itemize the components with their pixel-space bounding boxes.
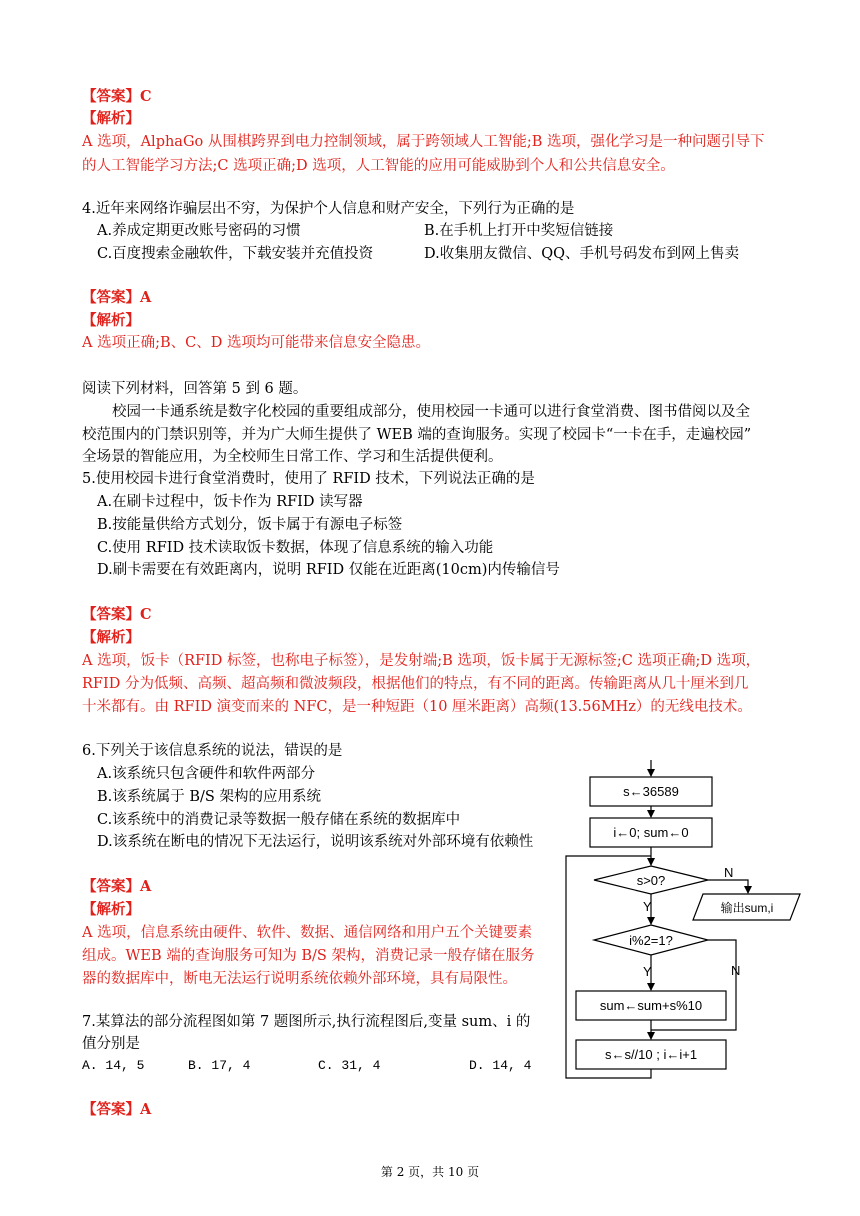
init-s-text: s←36589 — [623, 784, 679, 799]
q4-option-b: B.在手机上打开中奖短信链接 — [424, 223, 614, 239]
q6-analysis-line-2: 组成。WEB 端的查询服务可知为 B/S 架构，消费记录一般存储在服务 — [82, 948, 535, 964]
q6-analysis-line-3: 器的数据库中，断电无法运行说明系统依赖外部环境，具有局限性。 — [82, 971, 517, 987]
q4-analysis-tag: 【解析】 — [82, 312, 140, 329]
q5-option-d: D.刷卡需要在有效距离内，说明 RFID 仅能在近距离(10cm)内传输信号 — [97, 562, 560, 578]
material-line-3: 全场景的智能应用，为全校师生日常工作、学习和生活提供便利。 — [82, 449, 503, 465]
answer-tag: 【答案】 — [82, 1101, 140, 1118]
yes2-label: Y — [643, 964, 652, 979]
q4-option-c: C.百度搜索金融软件，下载安装并充值投资 — [97, 246, 374, 262]
q4-stem: 4.近年来网络诈骗层出不穷，为保护个人信息和财产安全，下列行为正确的是 — [82, 201, 575, 217]
acc-text: sum←sum+s%10 — [599, 998, 703, 1013]
q5-analysis-line-3: 十米都有。由 RFID 演变而来的 NFC，是一种短距（10 厘米距离）高频(13.56MHz）的无线电技术。 — [82, 699, 752, 715]
q5-analysis-line-2: RFID 分为低频、高频、超高频和微波频段，根据他们的特点，有不同的距离。传输距离从几十厘米到几 — [82, 676, 749, 692]
q7-option-d: D. 14, 4 — [469, 1058, 532, 1073]
q5-option-c: C.使用 RFID 技术读取饭卡数据，体现了信息系统的输入功能 — [97, 540, 494, 556]
answer-value: A — [140, 289, 152, 306]
answer-value: A — [140, 878, 152, 895]
q6-analysis-line-1: A 选项，信息系统由硬件、软件、数据、通信网络和用户五个关键要素 — [82, 925, 533, 941]
q4-analysis-line-1: A 选项正确;B、C、D 选项均可能带来信息安全隐患。 — [82, 335, 430, 351]
q3-analysis-line-1: A 选项，AlphaGo 从围棋跨界到电力控制领域，属于跨领域人工智能;B 选项，强化学习是一种问题引导下 — [82, 134, 765, 150]
q6-option-c: C.该系统中的消费记录等数据一般存储在系统的数据库中 — [97, 812, 461, 828]
q6-stem: 6.下列关于该信息系统的说法，错误的是 — [82, 743, 343, 759]
yes-label: Y — [643, 899, 652, 914]
q6-option-b: B.该系统属于 B/S 架构的应用系统 — [97, 789, 321, 805]
q6-option-d: D.该系统在断电的情况下无法运行，说明该系统对外部环境有依赖性 — [97, 834, 534, 850]
q3-analysis-line-2: 的人工智能学习方法;C 选项正确;D 选项，人工智能的应用可能威胁到个人和公共信息安全。 — [82, 158, 675, 174]
answer-tag: 【答案】 — [82, 606, 140, 623]
q7-option-b: B. 17, 4 — [188, 1058, 251, 1073]
output-text: 输出sum,i — [720, 901, 774, 915]
no2-label: N — [731, 963, 741, 978]
q7-stem-line-1: 7.某算法的部分流程图如第 7 题图所示,执行流程图后,变量 sum、i 的 — [82, 1014, 531, 1030]
q4-option-d: D.收集朋友微信、QQ、手机号码发布到网上售卖 — [424, 246, 739, 262]
material-intro: 阅读下列材料，回答第 5 到 6 题。 — [82, 381, 308, 397]
q5-stem: 5.使用校园卡进行食堂消费时，使用了 RFID 技术，下列说法正确的是 — [82, 471, 535, 487]
answer-value: A — [140, 1101, 152, 1118]
q5-option-a: A.在刷卡过程中，饭卡作为 RFID 读写器 — [97, 494, 363, 510]
answer-tag: 【答案】 — [82, 878, 140, 895]
page-footer: 第 2 页，共 10 页 — [380, 1165, 480, 1179]
q7-stem-line-2: 值分别是 — [82, 1036, 140, 1052]
q6-option-a: A.该系统只包含硬件和软件两部分 — [97, 766, 316, 782]
q4-option-a: A.养成定期更改账号密码的习惯 — [97, 223, 301, 239]
q7-option-a: A. 14, 5 — [82, 1058, 145, 1073]
answer-value: C — [140, 88, 152, 105]
answer-tag: 【答案】 — [82, 289, 140, 306]
q6-analysis-tag: 【解析】 — [82, 901, 140, 918]
flow-no-branch — [708, 880, 748, 893]
cond1-text: s>0? — [636, 873, 666, 888]
answer-tag: 【答案】 — [82, 88, 140, 105]
material-line-2: 校范围内的门禁识别等，并为广大师生提供了 WEB 端的查询服务。实现了校园卡“一卡在手，走遍校园” — [82, 427, 752, 443]
q7-option-c: C. 31, 4 — [318, 1058, 381, 1073]
answer-value: C — [140, 606, 152, 623]
q5-option-b: B.按能量供给方式划分，饭卡属于有源电子标签 — [97, 517, 403, 533]
q5-analysis-tag: 【解析】 — [82, 629, 140, 646]
update-text: s←s//10 ; i←i+1 — [604, 1047, 698, 1062]
q3-analysis-tag: 【解析】 — [82, 110, 140, 127]
init-vars-text: i←0; sum←0 — [613, 825, 689, 840]
q5-analysis-line-1: A 选项，饭卡（RFID 标签，也称电子标签），是发射端;B 选项，饭卡属于无源标签;C 选项正确;D 选项， — [82, 653, 761, 669]
no-label: N — [724, 865, 734, 880]
material-line-1: 校园一卡通系统是数字化校园的重要组成部分，使用校园一卡通可以进行食堂消费、图书借阅以及全 — [112, 404, 750, 420]
cond2-text: i%2=1? — [629, 933, 673, 948]
